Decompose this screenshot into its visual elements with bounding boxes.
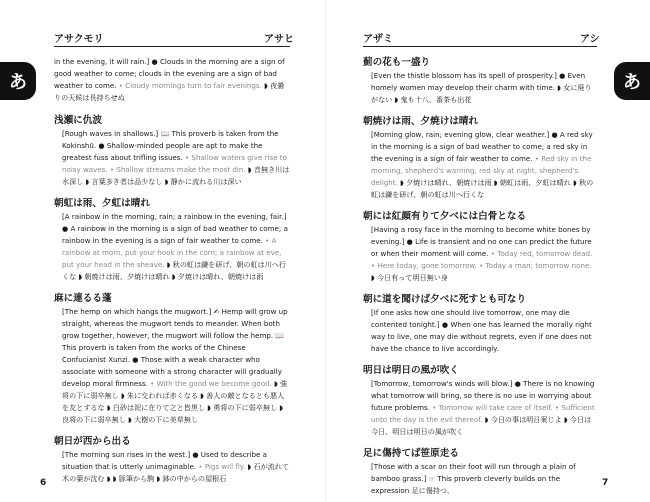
entry — [54, 435, 290, 485]
headword: 麻に連るる蓬 — [54, 293, 112, 304]
entry — [54, 114, 290, 188]
entry — [363, 364, 597, 438]
headword: 朝虹は雨、夕虹は晴れ — [54, 198, 150, 209]
right-header-title: アザミ — [363, 34, 393, 45]
entry — [363, 210, 597, 284]
headword: 浅瀬に仇波 — [54, 115, 102, 126]
entry-body: [Even the thistle blossom has its spell of prosperity.] ● Even homely women may develop their charm with time. ◗ 女に廃りがない ◗ 鬼も十八、番茶も出花 — [371, 71, 592, 104]
entry-body: [Having a rosy face in the morning to become white bones by evening.] ● Life is transient and no one can predict the future or when their moment will come. • Today red, tomorrow dead. • Here today, gone tomorrow. • Today a man; tomorrow none. ◗ 今日有って明日無い身 — [371, 225, 593, 282]
headword: 朝に道を聞けば夕べに死すとも可なり — [363, 294, 527, 305]
headword: 朝焼けは雨、夕焼けは晴れ — [363, 116, 479, 127]
entry — [363, 293, 597, 355]
left-header-title: アサクモリ — [54, 34, 104, 45]
headword: 薊の花も一盛り — [363, 57, 431, 68]
entry — [54, 292, 290, 426]
entry-body: [Those with a scar on their foot will run through a plain of bamboo grass.] ☞ This proverb cleverly builds on the expression 足に傷持つ、 — [371, 462, 576, 495]
headword: 朝には紅顔有りて夕べには白骨となる — [363, 211, 527, 222]
entry — [363, 56, 597, 106]
right-index-tab[interactable]: あ — [614, 62, 650, 100]
right-page — [325, 0, 650, 502]
page-number-right: 7 — [602, 478, 609, 488]
entry-body: [Morning glow, rain; evening glow, clear weather.] ● A red sky in the morning is a sign of bad weather to come; a red sky in the evening is a sign of fair weather to come. • Red sky in the morning, shepherd's warning; red sky at night, shepherd's delight. ◗ 夕焼けは晴れ、朝焼けは雨 ◗ 朝虹は雨、夕虹は晴れ ◗ 秋の虹は鎌を研げ、朝の虹は川へ行くな — [371, 130, 594, 199]
headword: 明日は明日の風が吹く — [363, 365, 459, 376]
entry-body: [The hemp on which hangs the mugwort.] ✍ Hemp will grow up straight, whereas the mugwort tends to meander. When both grow together, however, the mugwort will follow the hemp. 📖 This proverb is taken from the works of the Chinese Confucianist Xunzi. ● Those with a weak character who associate with someone with a strong character will gradually develop moral firmness. • With the good we become good. ◗ 強将の下に弱卒無し ◗ 朱に交われば赤くなる ◗ 善人の敵となるとも悪人を友とするな ◗ 白砂は泥に在りて之と皆黒し ◗ 勇将の下に弱卒無し ◗ 良将の下に弱卒無し ◗ 大樹の下に美草無し — [62, 307, 288, 424]
entry-body: [The morning sun rises in the west.] ● Used to describe a situation that is utterly unimaginable. • Pigs will fly. ◗ 石が流れて木の葉が沈む ◗ ◗ 豚筆から駒 ◗ 鉢の中からの屋根石 — [62, 450, 289, 483]
entry-body: [Rough waves in shallows.] 📖 This proverb is taken from the Kokinshū. ● Shallow-minded people are apt to make the greatest fuss about trifling issues. • Shallow waters give rise to noisy waves. • Shallow streams make the most din. ◗ 音無き川は水深し ◗ 言葉多き者は品少なし ◗ 静かに流れる川は深い — [62, 129, 290, 186]
left-header-guide: アサヒ — [264, 34, 294, 45]
page-number-left: 6 — [40, 478, 47, 488]
entry — [363, 115, 597, 201]
right-column — [363, 56, 597, 502]
entry-body: [If one asks how one should live tomorrow, one may die contented tonight.] ● When one has learned the morally right way to live, one may die without regrets, even if one does not have the chance to live accordingly. — [371, 308, 592, 353]
left-header-rule — [54, 46, 290, 47]
right-header-guide: アシ — [580, 34, 600, 45]
continued-entry: in the evening, it will rain.] ● Clouds in the morning are a sign of good weather to come; clouds in the evening are a sign of bad weather to come. • Cloudy mornings turn to fair evenings. ◗ 夜曇りの天候は長持ちせぬ — [54, 57, 285, 102]
left-column — [54, 56, 290, 494]
entry — [54, 197, 290, 283]
entry-body: [Tomorrow, tomorrow's winds will blow.] ● There is no knowing what tomorrow will bring, so there is no use in worrying about future problems. • Tomorrow will take care of itself. • Sufficient unto the day is the evil thereof. ◗ 今日の事は明日案じよ ◗ 今日は今日、明日は明日の風が吹く — [371, 379, 595, 436]
headword: 朝日が西から出る — [54, 436, 131, 447]
left-index-tab[interactable]: あ — [0, 62, 36, 100]
headword: 足に傷持てば笹原走る — [363, 448, 459, 459]
entry — [363, 447, 597, 497]
right-header-rule — [363, 46, 597, 47]
entry-body: [A rainbow in the morning, rain; a rainbow in the evening, fair.] ● A rainbow in the morning is a sign of bad weather to come; a rainbow in the evening is a sign of fair weather to come. • A rainbow at morn, put your hook in the corn; a rainbow at eve, put your head in the sheave. ◗ 秋の虹は鎌を研げ、朝の虹は川へ行くな ◗ 朝焼けは雨、夕焼けは晴れ ◗ 夕焼けは晴れ、朝焼けは雨 — [62, 212, 288, 281]
